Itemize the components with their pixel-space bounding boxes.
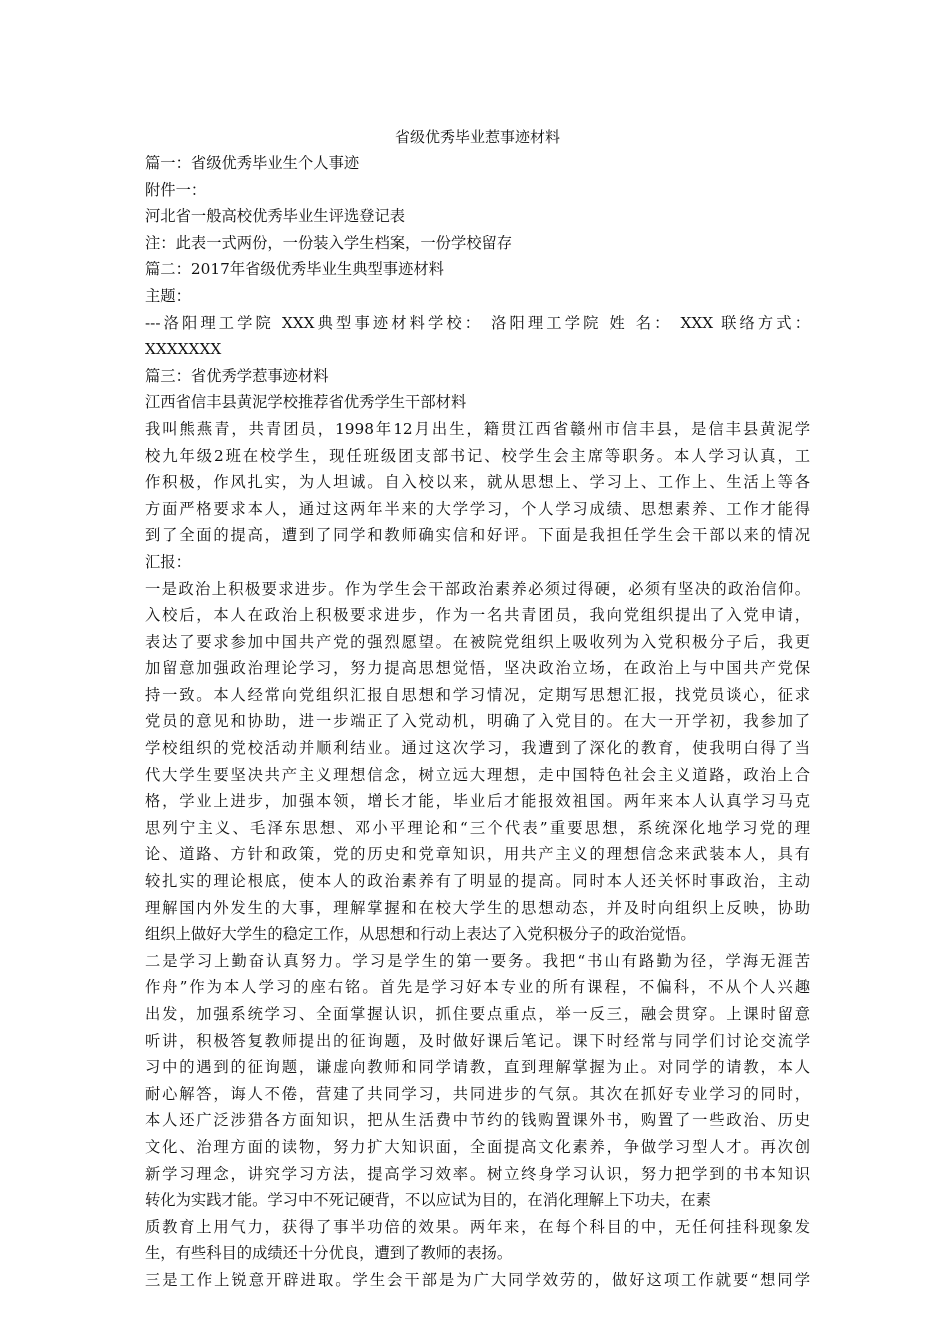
text-line: 代大学生要坚决共产主义理想信念，树立远大理想，走中国特色社会主义道路，政治上合 (145, 765, 810, 784)
text-line: XXXXXXX (145, 340, 222, 359)
text-line: 较扎实的理论根底，使本人的政治素养有了明显的提高。同时本人还关怀时事政治，主动 (145, 872, 810, 891)
text-line: 学校组织的党校活动并顺利结业。通过这次学习，我遭到了深化的教育，使我明白得了当 (145, 739, 810, 758)
text-line: 作积极，作风扎实，为人坦诚。自入校以来，就从思想上、学习上、工作上、生活上等各 (145, 473, 810, 492)
text-line: 组织上做好大学生的稳定工作，从思想和行动上表达了入党积极分子的政治觉悟。 (145, 925, 696, 944)
text-line: 篇三：省优秀学惹事迹材料 (145, 366, 329, 385)
text-line: 持一致。本人经常向党组织汇报自思想和学习情况，定期写思想汇报，找党员谈心，征求 (145, 685, 810, 704)
text-line: 理解国内外发生的大事，理解掌握和在校大学生的思想动态，并及时向组织上反映，协助 (145, 898, 810, 917)
text-line: 新学习理念，讲究学习方法，提高学习效率。树立终身学习认识，努力把学到的书本知识 (145, 1164, 810, 1183)
text-line: 表达了要求参加中国共产党的强烈愿望。在被院党组织上吸收列为入党积极分子后，我更 (145, 632, 810, 651)
text-line: 转化为实践才能。学习中不死记硬背，不以应试为目的，在消化理解上下功夫，在素 (145, 1191, 711, 1210)
text-line: 质教育上用气力，获得了事半功倍的效果。两年来，在每个科目的中，无任何挂科现象发 (145, 1217, 810, 1236)
text-line: 附件一： (145, 180, 207, 199)
text-line: 文化、治理方面的读物，努力扩大知识面，全面提高文化素养，争做学习型人才。再次创 (145, 1137, 810, 1156)
text-line: 校九年级2班在校学生，现任班级团支部书记、校学生会主席等职务。本人学习认真，工 (145, 446, 810, 465)
text-line: 习中的遇到的征询题，谦虚向教师和同学请教，直到理解掌握为止。对同学的请教，本人 (145, 1058, 810, 1077)
text-line: 我叫熊燕青，共青团员，1998年12月出生，籍贯江西省赣州市信丰县，是信丰县黄泥学 (145, 419, 810, 438)
text-line: 方面严格要求本人，通过这两年半来的大学学习，个人学习成绩、思想素养、工作才能得 (145, 499, 810, 518)
text-line: 本人还广泛涉猎各方面知识，把从生活费中节约的钱购置课外书，购置了一些政治、历史 (145, 1111, 810, 1130)
text-line: ---洛阳理工学院 XXX典型事迹材料学校： 洛阳理工学院 姓 名： XXX 联络方式： (145, 313, 810, 332)
text-line: 一是政治上积极要求进步。作为学生会干部政治素养必须过得硬，必须有坚决的政治信仰。 (145, 579, 810, 598)
text-line: 听讲，积极答复教师提出的征询题，及时做好课后笔记。课下时经常与同学们讨论交流学 (145, 1031, 810, 1050)
text-line: 耐心解答，诲人不倦，营建了共同学习，共同进步的气氛。其次在抓好专业学习的同时， (145, 1084, 810, 1103)
text-line: 二是学习上勤奋认真努力。学习是学生的第一要务。我把“书山有路勤为径，学海无涯苦 (145, 951, 810, 970)
text-line: 党员的意见和协助，进一步端正了入党动机，明确了入党目的。在大一开学初，我参加了 (145, 712, 810, 731)
text-line: 汇报： (145, 552, 191, 571)
text-line: 篇一：省级优秀毕业生个人事迹 (145, 154, 360, 172)
text-line: 到了全面的提高，遭到了同学和教师确实信和好评。下面是我担任学生会干部以来的情况 (145, 526, 810, 545)
text-line: 主题： (145, 286, 191, 305)
text-line: 思列宁主义、毛泽东思想、邓小平理论和“三个代表”重要思想，系统深化地学习党的理 (145, 818, 810, 837)
text-line: 篇二：2017年省级优秀毕业生典型事迹材料 (145, 260, 444, 279)
text-line: 格，学业上进步，加强本领，增长才能，毕业后才能报效祖国。两年来本人认真学习马克 (145, 792, 810, 811)
document-title: 省级优秀毕业惹事迹材料 (394, 128, 560, 146)
text-line: 加留意加强政治理论学习，努力提高思想觉悟，坚决政治立场，在政治上与中国共产党保 (145, 659, 810, 678)
text-line: 江西省信丰县黄泥学校推荐省优秀学生干部材料 (145, 393, 467, 412)
document-body (145, 150, 810, 1294)
document-page (145, 124, 810, 1294)
text-line: 三是工作上锐意开辟进取。学生会干部是为广大同学效劳的，做好这项工作就要“想同学 (145, 1270, 810, 1289)
text-line: 论、道路、方针和政策，党的历史和党章知识，用共产主义的理想信念来武装本人，具有 (145, 845, 810, 864)
text-line: 入校后，本人在政治上积极要求进步，作为一名共青团员，我向党组织提出了入党申请， (145, 606, 810, 625)
text-line: 注：此表一式两份，一份装入学生档案，一份学校留存 (145, 233, 513, 252)
text-line: 河北省一般高校优秀毕业生评选登记表 (145, 207, 406, 226)
text-line: 生，有些科目的成绩还十分优良，遭到了教师的表扬。 (145, 1244, 513, 1263)
text-line: 作舟”作为本人学习的座右铭。首先是学习好本专业的所有课程，不偏科，不从个人兴趣 (145, 978, 810, 997)
text-line: 出发，加强系统学习、全面掌握认识，抓住要点重点，举一反三，融会贯穿。上课时留意 (145, 1005, 810, 1023)
